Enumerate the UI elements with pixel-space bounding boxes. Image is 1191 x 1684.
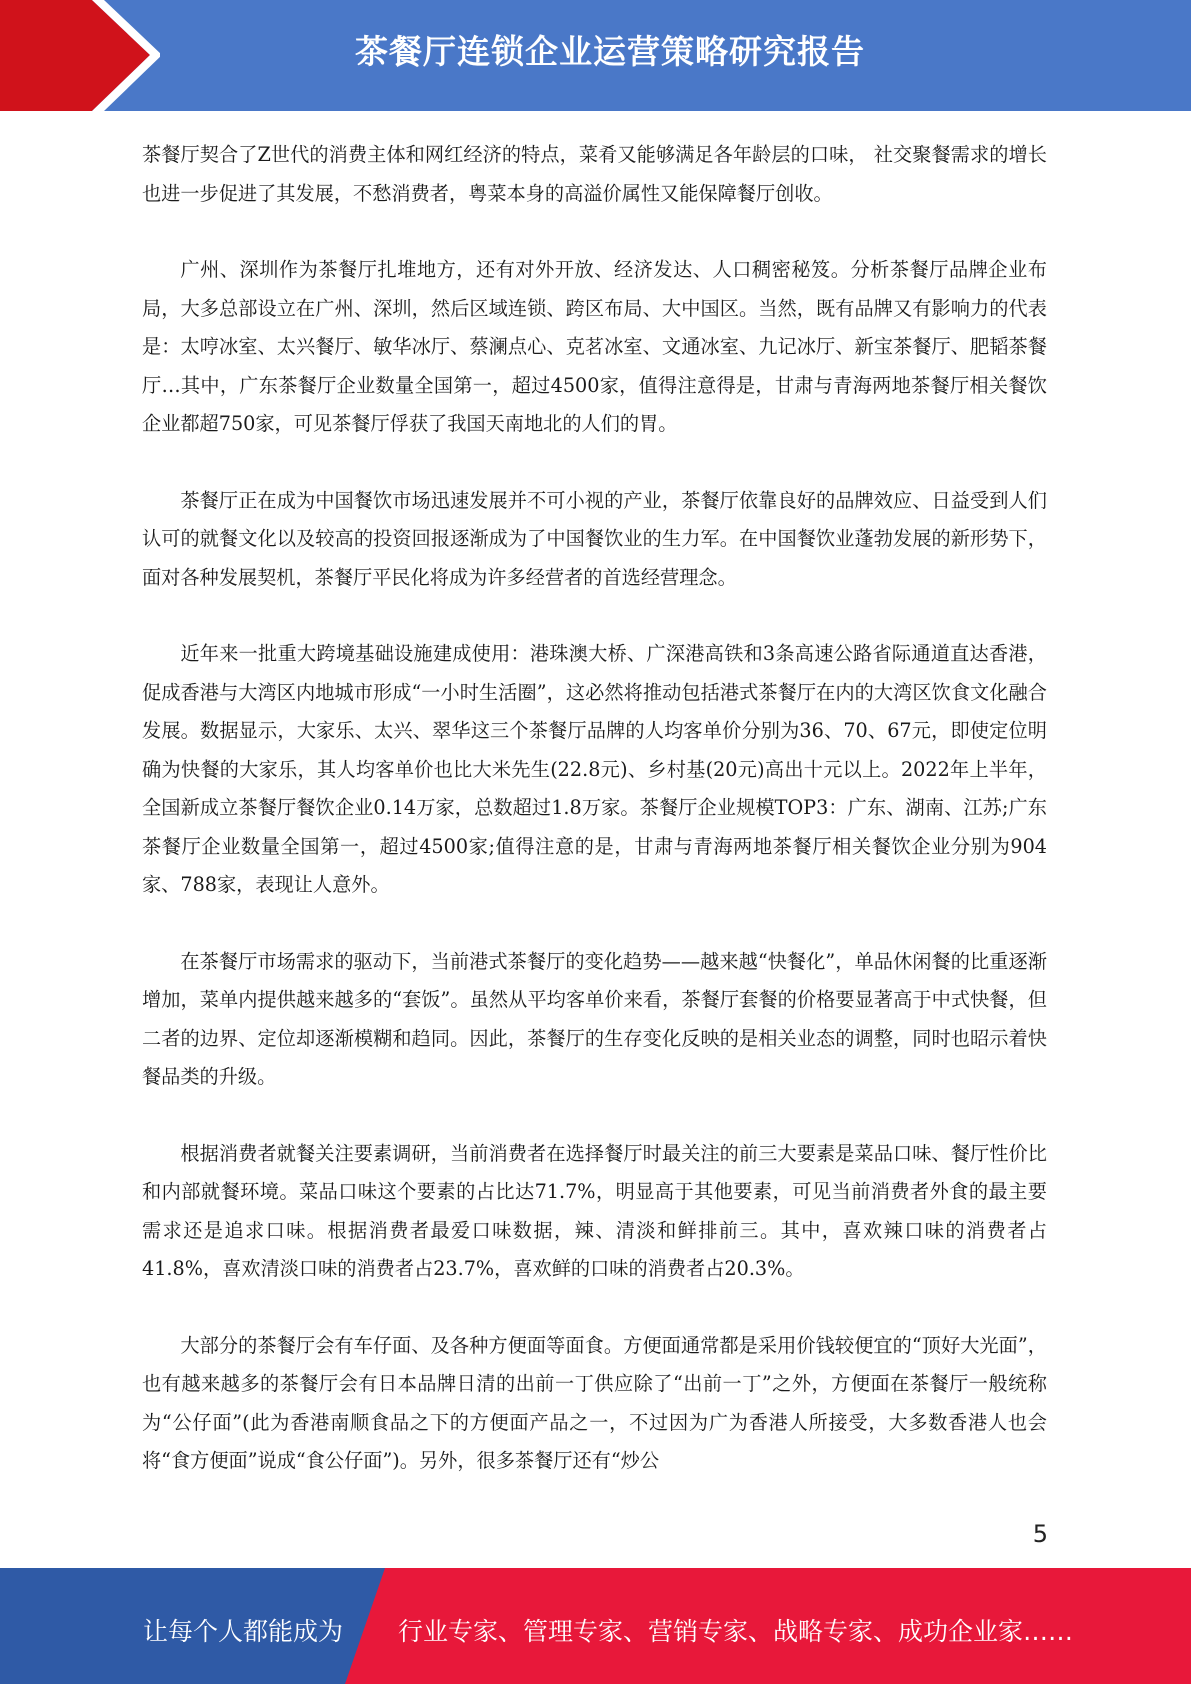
paragraph-4: 近年来一批重大跨境基础设施建成使用：港珠澳大桥、广深港高铁和3条高速公路省际通道直达香港，促成香港与大湾区内地城市形成“一小时生活圈”，这必然将推动包括港式茶餐厅在内的大湾区饮食文化融合发展。数据显示，大家乐、太兴、翠华这三个茶餐厅品牌的人均客单价分别为36、70、67元，即使定位明确为快餐的大家乐，其人均客单价也比大米先生(22.8元)、乡村基(20元)高出十元以上。2022年上半年，全国新成立茶餐厅餐饮企业0.14万家，总数超过1.8万家。茶餐厅企业规模TOP3：广东、湖南、江苏;广东茶餐厅企业数量全国第一，超过4500家;值得注意的是，甘肃与青海两地茶餐厅相关餐饮企业分别为904家、788家，表现让人意外。 bbox=[142, 642, 1047, 896]
report-title: 茶餐厅连锁企业运营策略研究报告 bbox=[355, 32, 865, 71]
footer-slogan-lead: 让每个人都能成为 bbox=[143, 1617, 344, 1646]
body-text bbox=[142, 136, 1047, 1519]
paragraph-2: 广州、深圳作为茶餐厅扎堆地方，还有对外开放、经济发达、人口稠密秘笈。分析茶餐厅品牌企业布局，大多总部设立在广州、深圳，然后区域连锁、跨区布局、大中国区。当然，既有品牌又有影响力的代表是：太哼冰室、太兴餐厅、敏华冰厅、蔡澜点心、克茗冰室、文通冰室、九记冰厅、新宝茶餐厅、肥韬茶餐厅…其中，广东茶餐厅企业数量全国第一，超过4500家，值得注意得是，甘肃与青海两地茶餐厅相关餐饮企业都超750家，可见茶餐厅俘获了我国天南地北的人们的胃。 bbox=[142, 258, 1047, 435]
paragraph-1: 茶餐厅契合了Z世代的消费主体和网红经济的特点，菜肴又能够满足各年龄层的口味， 社交聚餐需求的增长也进一步促进了其发展，不愁消费者，粤菜本身的高溢价属性又能保障餐厅创收。 bbox=[142, 143, 1047, 205]
paragraph-5: 在茶餐厅市场需求的驱动下，当前港式茶餐厅的变化趋势——越来越“快餐化”，单品休闲餐的比重逐渐增加，菜单内提供越来越多的“套饭”。虽然从平均客单价来看，茶餐厅套餐的价格要显著高于中式快餐，但二者的边界、定位却逐渐模糊和趋同。因此，茶餐厅的生存变化反映的是相关业态的调整，同时也昭示着快餐品类的升级。 bbox=[142, 949, 1047, 1088]
page-header bbox=[0, 0, 1191, 111]
paragraph-7: 大部分的茶餐厅会有车仔面、及各种方便面等面食。方便面通常都是采用价钱较便宜的“顶好大光面”，也有越来越多的茶餐厅会有日本品牌日清的出前一丁供应除了“出前一丁”之外，方便面在茶餐厅一般统称为“公仔面”(此为香港南顺食品之下的方便面产品之一，不过因为广为香港人所接受，大多数香港人也会将“食方便面”说成“食公仔面”)。另外，很多茶餐厅还有“炒公 bbox=[142, 1333, 1047, 1472]
footer-slogan-roles: 行业专家、管理专家、营销专家、战略专家、成功企业家…… bbox=[398, 1617, 1074, 1646]
page-number: 5 bbox=[1032, 1520, 1048, 1548]
header-chevron-decoration bbox=[0, 0, 160, 111]
paragraph-6: 根据消费者就餐关注要素调研，当前消费者在选择餐厅时最关注的前三大要素是菜品口味、餐厅性价比和内部就餐环境。菜品口味这个要素的占比达71.7%，明显高于其他要素，可见当前消费者外食的最主要需求还是追求口味。根据消费者最爱口味数据，辣、清淡和鲜排前三。其中，喜欢辣口味的消费者占41.8%，喜欢清淡口味的消费者占23.7%，喜欢鲜的口味的消费者占20.3%。 bbox=[142, 1141, 1047, 1280]
paragraph-3: 茶餐厅正在成为中国餐饮市场迅速发展并不可小视的产业，茶餐厅依靠良好的品牌效应、日益受到人们认可的就餐文化以及较高的投资回报逐渐成为了中国餐饮业的生力军。在中国餐饮业蓬勃发展的新形势下，面对各种发展契机，茶餐厅平民化将成为许多经营者的首选经营理念。 bbox=[142, 488, 1047, 589]
